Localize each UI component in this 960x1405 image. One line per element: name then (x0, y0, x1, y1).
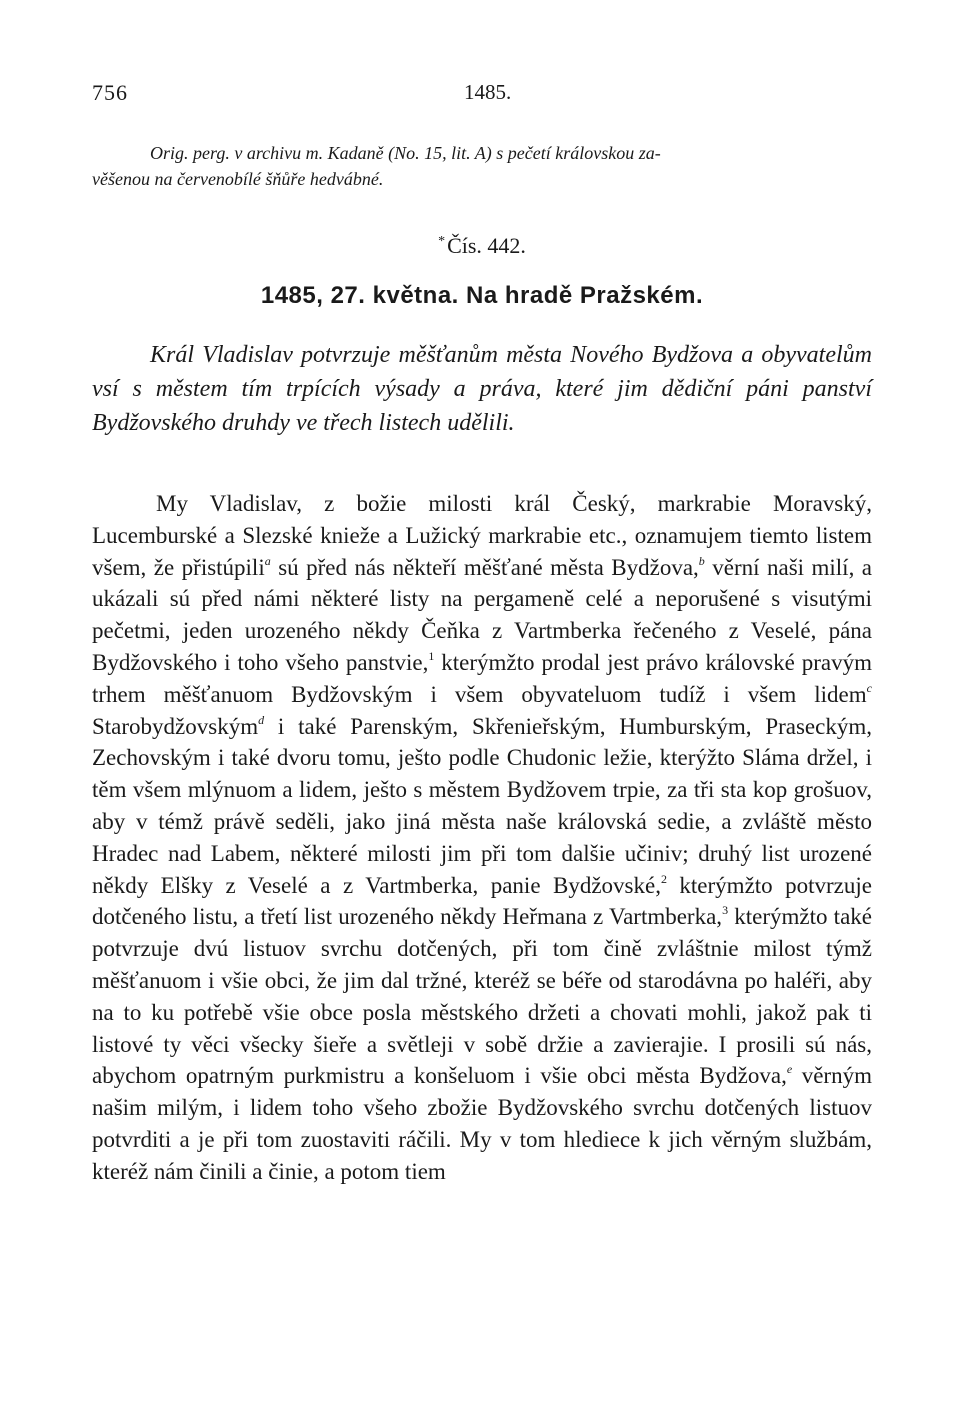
footnote-mark: e (786, 1062, 793, 1077)
provenance-note (92, 140, 872, 192)
page-header (92, 80, 872, 110)
charter-text (92, 488, 872, 1188)
document-date-place: 1485, 27. května. Na hradě Pražském. (260, 282, 704, 309)
provenance-line-1: Orig. perg. v archivu m. Kadaně (No. 15, lit. A) s pečetí královskou za- (150, 143, 661, 163)
page-number: 756 (92, 80, 128, 105)
text-segment: Starobydžovským (92, 713, 259, 739)
text-segment: My Vladislav, z božie milosti král Český, markrabie Moravský, Lucemburské a Slezské knieže a Lužický markrabie etc., oznamujem tiemto listem všem, že přistúpili (92, 491, 872, 580)
footnote-mark: b (698, 553, 705, 568)
text-segment: sú před nás někteří měšťané města Bydžova, (270, 554, 699, 580)
text-segment: kterýmžto prodal jest právo královské pravým trhem měšťanuom Bydžovským i všem obyvateluom tudíž i všem lidem (92, 649, 872, 707)
text-segment: věrným našim milým, i lidem toho všeho zbožie Bydžovského svrchu dotčených listuov potvrditi a je při tom zuostaviti ráčili. My v tom hlediece k jich věrným službám, kteréž nám činili a činie, a potom tiem (92, 1063, 872, 1184)
footnote-mark: a (264, 553, 271, 568)
text-segment: kterýmžto také potvrzuje dvú listuov svrchu dotčených, při tom čině zvláštnie milost týmž měšťanuom i všie obci, že jim dal tržné, kteréž se béře od starodávna po haléři, aby na to ku potřebě všie obce posla městského držeti a chovati mohli, jakož pak ti listové ty věci všecky šieře a světleji v sobě držie a zavierajie. I prosili sú nás, abychom opatrným purkmistru a konšeluom i všie obci města Bydžova, (92, 904, 872, 1089)
text-segment: kterýmžto potvrzuje dotčeného listu, a třetí list urozeného někdy Heřmana z Vartmberka, (92, 872, 872, 930)
running-head-year: 1485. (464, 80, 512, 104)
footnote-mark: 3 (722, 903, 729, 918)
text-segment: i také Parenským, Skřenieřským, Humburským, Praseckým, Zechovským i také dvoru tomu, ješto podle Chudonic ležie, kterýžto Sláma držel, i těm všem mlýnuom a lidem, ješto s městem Bydžovem trpie, za tři sta kop grošuov, aby v témž právě seděli, jako jiná města naše královská sedie, a zvláště město Hradec nad Labem, některé milosti jim při tom dalšie učiniv; druhý list urozené někdy Elšky z Veselé a z Vartmberka, panie Bydžovské, (92, 713, 872, 898)
footnote-mark: 1 (428, 648, 435, 663)
regest-summary: Král Vladislav potvrzuje měšťanům města Nového Bydžova a obyvatelům vsí s městem tím trpících výsady a práva, které jim dědiční páni panství Bydžovského druhdy ve třech listech udělili. (92, 342, 872, 436)
provenance-line-2: věšenou na červenobílé šňůře hedvábné. (92, 169, 384, 189)
star-mark: * (438, 233, 446, 249)
footnote-mark: c (866, 680, 872, 695)
footnote-mark: 2 (660, 871, 667, 886)
document-number (92, 233, 872, 259)
footnote-mark: d (258, 712, 265, 727)
text-segment: věrní naši milí, a ukázali sú před námi některé listy na pergameně celé a neporušené s visutými pečetmi, jeden urozeného někdy Čeňka z Vartmberka řečeného z Veselé, pána Bydžovského i toho všeho panstvie, (92, 554, 872, 675)
document-number-text: Čís. 442. (447, 233, 526, 258)
